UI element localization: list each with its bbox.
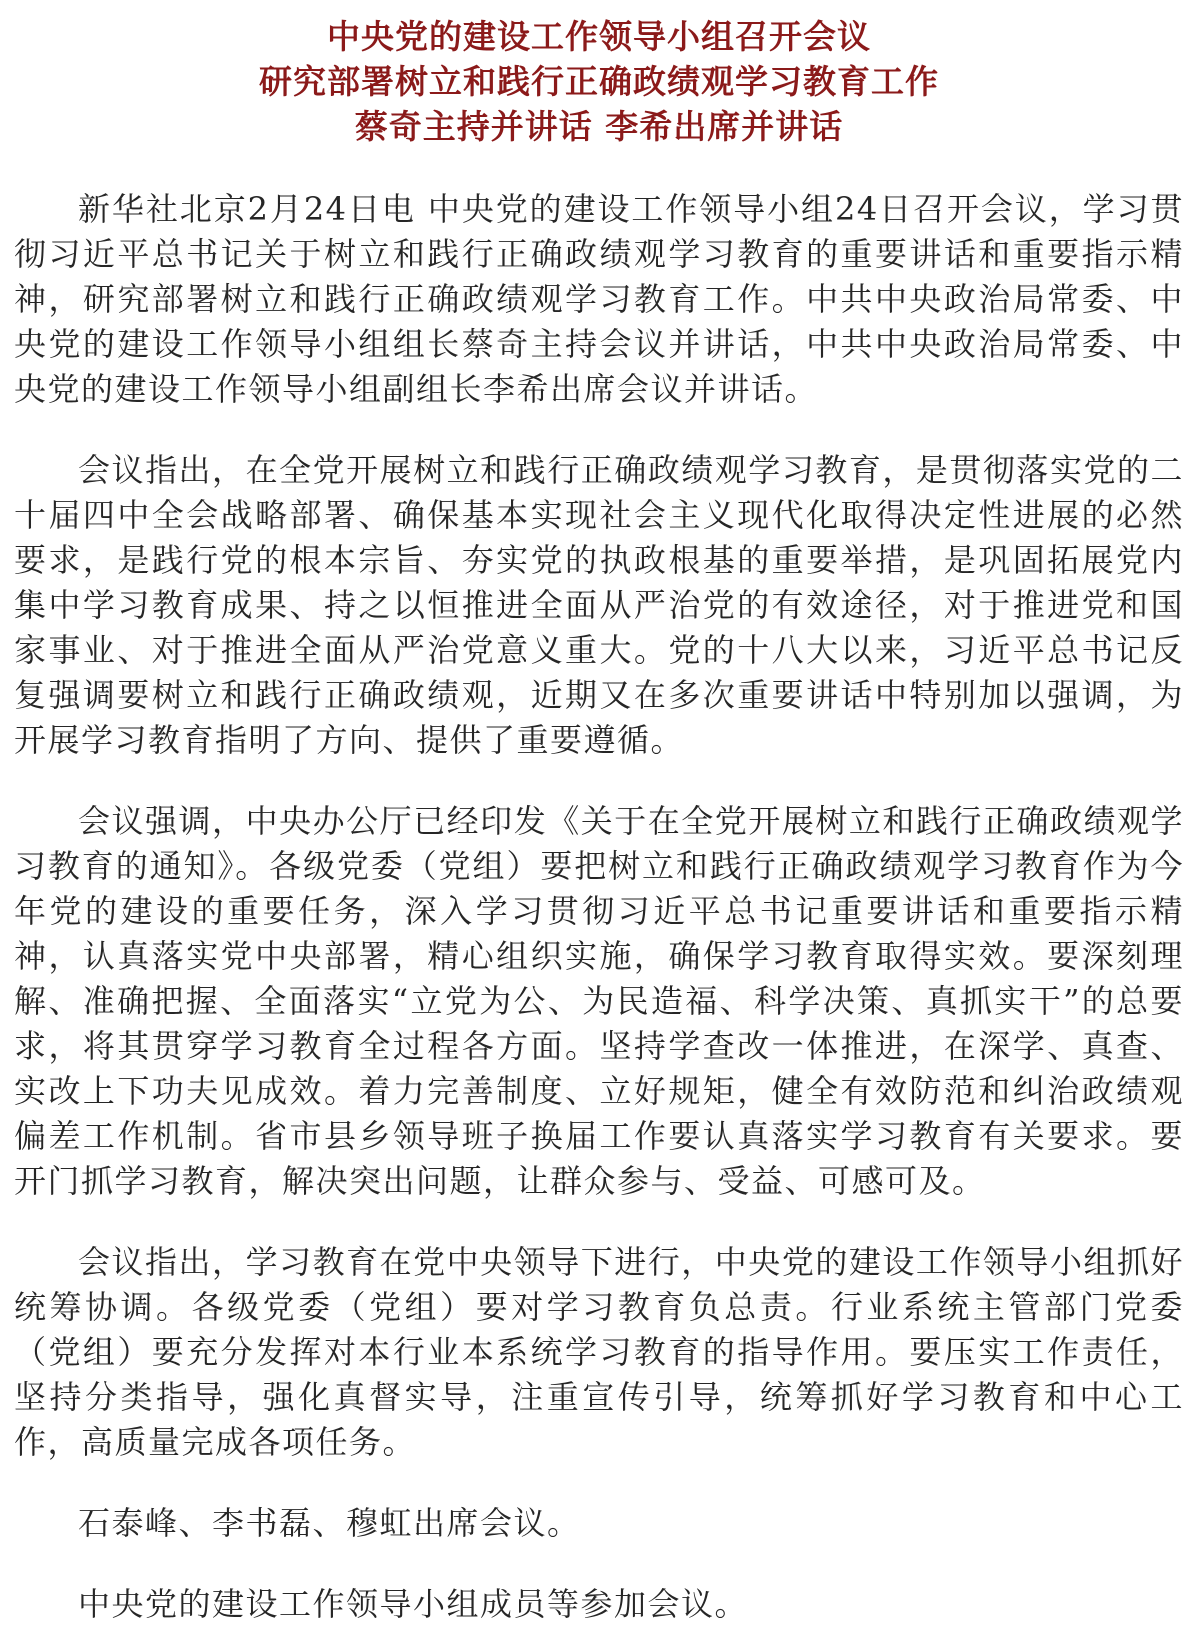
article-body — [14, 187, 1184, 1627]
article-title-line-2: 研究部署树立和践行正确政绩观学习教育工作 — [259, 62, 939, 101]
paragraph-meeting-pointed-out: 会议指出，在全党开展树立和践行正确政绩观学习教育，是贯彻落实党的二十届四中全会战略部署、确保基本实现社会主义现代化取得决定性进展的必然要求，是践行党的根本宗旨、夯实党的执政根基的重要举措，是巩固拓展党内集中学习教育成果、持之以恒推进全面从严治党的有效途径，对于推进党和国家事业、对于推进全面从严治党意义重大。党的十八大以来，习近平总书记反复强调要树立和践行正确政绩观，近期又在多次重要讲话中特别加以强调，为开展学习教育指明了方向、提供了重要遵循。 — [14, 451, 1184, 759]
article-title — [14, 14, 1184, 149]
paragraph-attendees: 石泰峰、李书磊、穆虹出席会议。 — [78, 1504, 581, 1542]
article-title-line-1: 中央党的建设工作领导小组召开会议 — [327, 17, 871, 56]
article-title-line-3: 蔡奇主持并讲话 李希出席并讲话 — [354, 107, 844, 146]
paragraph-meeting-arrangements: 会议指出，学习教育在党中央领导下进行，中央党的建设工作领导小组抓好统筹协调。各级党委（党组）要对学习教育负总责。行业系统主管部门党委（党组）要充分发挥对本行业本系统学习教育的指导作用。要压实工作责任，坚持分类指导，强化真督实导，注重宣传引导，统筹抓好学习教育和中心工作，高质量完成各项任务。 — [14, 1243, 1184, 1461]
paragraph-participants: 中央党的建设工作领导小组成员等参加会议。 — [78, 1585, 749, 1623]
paragraph-meeting-emphasized: 会议强调，中央办公厅已经印发《关于在全党开展树立和践行正确政绩观学习教育的通知》。各级党委（党组）要把树立和践行正确政绩观学习教育作为今年党的建设的重要任务，深入学习贯彻习近平总书记重要讲话和重要指示精神，认真落实党中央部署，精心组织实施，确保学习教育取得实效。要深刻理解、准确把握、全面落实“立党为公、为民造福、科学决策、真抓实干”的总要求，将其贯穿学习教育全过程各方面。坚持学查改一体推进，在深学、真查、实改上下功夫见成效。着力完善制度、立好规矩，健全有效防范和纠治政绩观偏差工作机制。省市县乡领导班子换届工作要认真落实学习教育有关要求。要开门抓学习教育，解决突出问题，让群众参与、受益、可感可及。 — [14, 802, 1184, 1200]
paragraph-lede: 新华社北京2月24日电 中央党的建设工作领导小组24日召开会议，学习贯彻习近平总书记关于树立和践行正确政绩观学习教育的重要讲话和重要指示精神，研究部署树立和践行正确政绩观学习教育工作。中共中央政治局常委、中央党的建设工作领导小组组长蔡奇主持会议并讲话，中共中央政治局常委、中央党的建设工作领导小组副组长李希出席会议并讲话。 — [14, 190, 1184, 408]
